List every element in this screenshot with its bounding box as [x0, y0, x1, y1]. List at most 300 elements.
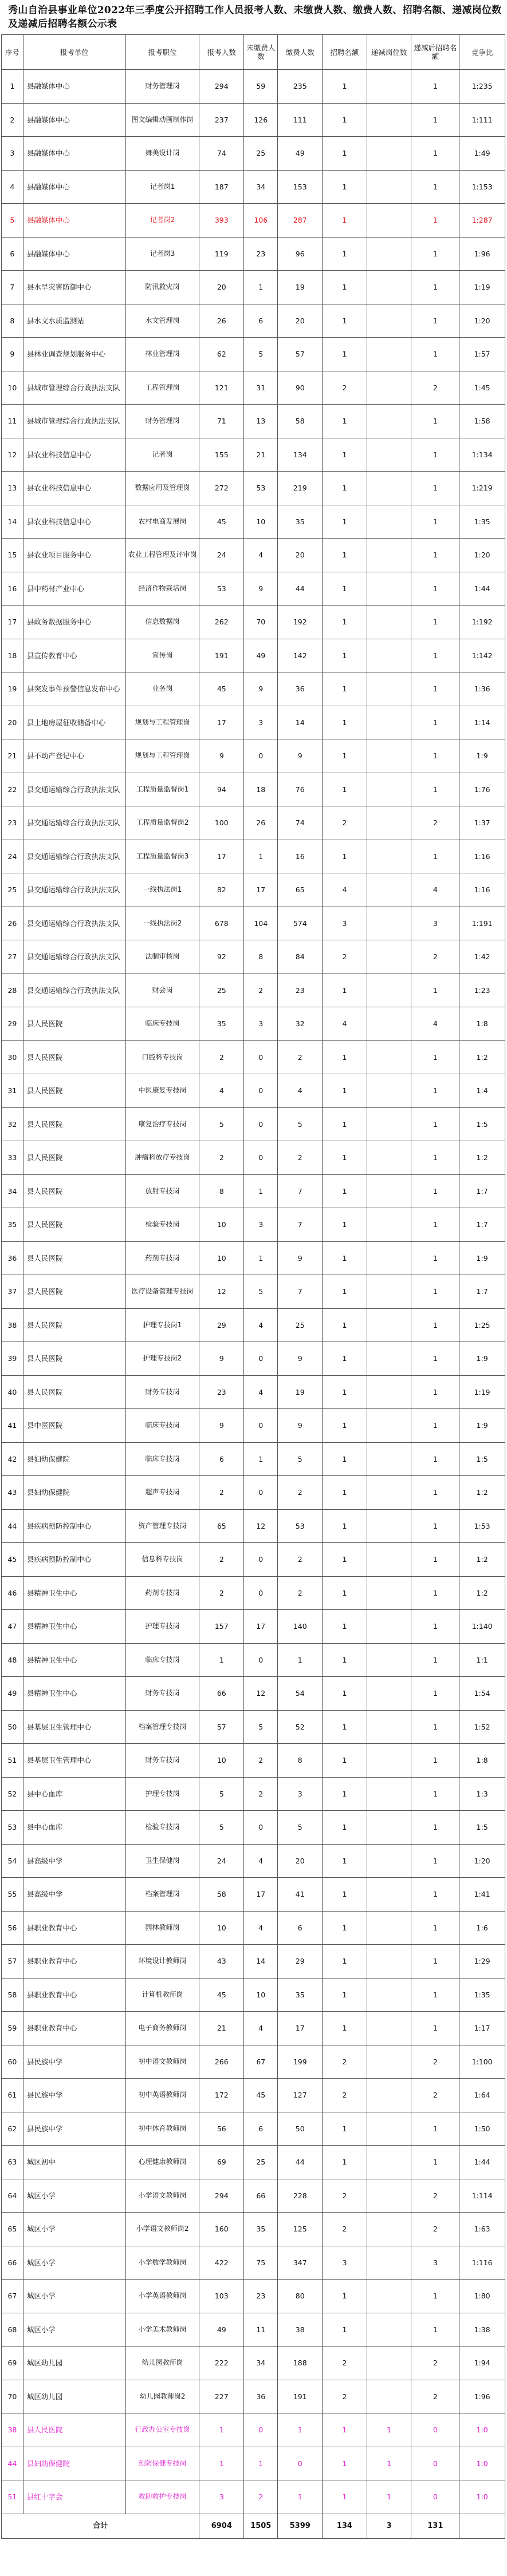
- cell-ratio: 1:16: [459, 840, 505, 873]
- cell-paid: 3: [278, 1777, 323, 1811]
- cell-reduced: [367, 2246, 411, 2280]
- cell-unit: 县人民医院: [23, 1208, 125, 1242]
- cell-unpaid: 2: [244, 1777, 278, 1811]
- cell-unit: 县城市管理综合行政执法支队: [23, 405, 125, 438]
- cell-reduced: [367, 1442, 411, 1476]
- cell-quota: 1: [323, 1375, 367, 1409]
- cell-unpaid: 18: [244, 773, 278, 806]
- cell-post: 计算机教师岗: [125, 1978, 199, 2012]
- cell-post: 初中体育教师岗: [125, 2112, 199, 2146]
- cell-paid: 188: [278, 2347, 323, 2380]
- cell-no: 34: [2, 1174, 23, 1208]
- cell-quota: 1: [323, 840, 367, 873]
- cell-ratio: 1:2: [459, 1543, 505, 1577]
- cell-paid: 4: [278, 1074, 323, 1108]
- cell-unpaid: 17: [244, 1610, 278, 1644]
- cell-unit: 县中心血库: [23, 1811, 125, 1845]
- cell-post: 护理专技岗: [125, 1777, 199, 1811]
- cell-after: 0: [411, 2413, 459, 2447]
- cell-quota: 1: [323, 1409, 367, 1443]
- cell-post: 放射专技岗: [125, 1174, 199, 1208]
- total-after: 131: [411, 2514, 459, 2538]
- cell-applicants: 3: [199, 2480, 244, 2514]
- cell-post: 工程质量监督岗1: [125, 773, 199, 806]
- cell-unit: 县交通运输综合行政执法支队: [23, 907, 125, 940]
- cell-quota: 1: [323, 1945, 367, 1979]
- cell-reduced: [367, 572, 411, 606]
- cell-unit: 县融媒体中心: [23, 103, 125, 137]
- cell-paid: 65: [278, 873, 323, 907]
- cell-post: 一线执法岗1: [125, 873, 199, 907]
- cell-quota: 1: [323, 2413, 367, 2447]
- cell-unpaid: 35: [244, 2213, 278, 2246]
- cell-unit: 县职业教育中心: [23, 1978, 125, 2012]
- cell-reduced: [367, 1710, 411, 1744]
- cell-unit: 县职业教育中心: [23, 2012, 125, 2045]
- cell-quota: 1: [323, 1878, 367, 1912]
- cell-applicants: 25: [199, 974, 244, 1007]
- cell-reduced: [367, 2012, 411, 2045]
- cell-quota: 1: [323, 405, 367, 438]
- cell-paid: 90: [278, 371, 323, 405]
- cell-no: 21: [2, 739, 23, 773]
- cell-unpaid: 1: [244, 840, 278, 873]
- table-row: [2, 1844, 505, 1878]
- cell-unit: 城区初中: [23, 2146, 125, 2179]
- cell-no: 69: [2, 2347, 23, 2380]
- cell-post: 林业管理岗: [125, 338, 199, 371]
- cell-post: 信息科专技岗: [125, 1543, 199, 1577]
- cell-after: 1: [411, 338, 459, 371]
- cell-applicants: 294: [199, 2179, 244, 2213]
- cell-unit: 县民族中学: [23, 2045, 125, 2079]
- cell-ratio: 1:5: [459, 1442, 505, 1476]
- cell-after: 1: [411, 2112, 459, 2146]
- cell-no: 17: [2, 606, 23, 639]
- cell-quota: 1: [323, 1308, 367, 1342]
- cell-applicants: 58: [199, 1878, 244, 1912]
- total-label: 合计: [2, 2514, 199, 2538]
- cell-after: 0: [411, 2480, 459, 2514]
- table-row: [2, 1945, 505, 1979]
- cell-reduced: [367, 806, 411, 840]
- cell-applicants: 678: [199, 907, 244, 940]
- cell-no: 2: [2, 103, 23, 137]
- cell-no: 33: [2, 1141, 23, 1175]
- cell-paid: 191: [278, 2380, 323, 2413]
- cell-post: 小学英语教师岗: [125, 2280, 199, 2313]
- table-row: [2, 1375, 505, 1409]
- cell-applicants: 92: [199, 940, 244, 974]
- cell-after: 1: [411, 1677, 459, 1711]
- cell-post: 信息数据岗: [125, 606, 199, 639]
- cell-unpaid: 25: [244, 137, 278, 171]
- cell-reduced: 1: [367, 2447, 411, 2480]
- table-row: [2, 773, 505, 806]
- cell-applicants: 160: [199, 2213, 244, 2246]
- cell-no: 61: [2, 2079, 23, 2112]
- cell-after: 1: [411, 2012, 459, 2045]
- cell-no: 66: [2, 2246, 23, 2280]
- cell-applicants: 191: [199, 639, 244, 672]
- cell-paid: 20: [278, 304, 323, 338]
- cell-unpaid: 25: [244, 2146, 278, 2179]
- cell-quota: 1: [323, 1911, 367, 1945]
- table-row: [2, 672, 505, 706]
- cell-reduced: [367, 1543, 411, 1577]
- cell-unpaid: 13: [244, 405, 278, 438]
- cell-post: 环境设计教师岗: [125, 1945, 199, 1979]
- cell-reduced: [367, 1509, 411, 1543]
- cell-applicants: 56: [199, 2112, 244, 2146]
- cell-applicants: 20: [199, 271, 244, 304]
- cell-post: 图文编辑动画制作岗: [125, 103, 199, 137]
- table-row: [2, 1409, 505, 1443]
- cell-post: 医疗设备管理专技岗: [125, 1275, 199, 1309]
- cell-quota: 1: [323, 539, 367, 572]
- cell-ratio: 1:44: [459, 572, 505, 606]
- cell-after: 1: [411, 606, 459, 639]
- cell-no: 60: [2, 2045, 23, 2079]
- cell-after: 1: [411, 1107, 459, 1141]
- cell-quota: 2: [323, 940, 367, 974]
- cell-paid: 49: [278, 137, 323, 171]
- cell-reduced: [367, 907, 411, 940]
- cell-unpaid: 1: [244, 2447, 278, 2480]
- cell-unit: 县融媒体中心: [23, 137, 125, 171]
- cell-no: 35: [2, 1208, 23, 1242]
- table-row: [2, 137, 505, 171]
- cell-unit: 县突发事件预警信息发布中心: [23, 672, 125, 706]
- cell-ratio: 1:134: [459, 438, 505, 472]
- cell-after: 1: [411, 572, 459, 606]
- table-row: [2, 1442, 505, 1476]
- cell-no: 63: [2, 2146, 23, 2179]
- cell-unit: 县农业项目服务中心: [23, 539, 125, 572]
- cell-post: 药剂专技岗: [125, 1576, 199, 1610]
- cell-no: 12: [2, 438, 23, 472]
- cell-applicants: 57: [199, 1710, 244, 1744]
- cell-paid: 54: [278, 1677, 323, 1711]
- cell-reduced: [367, 1174, 411, 1208]
- cell-reduced: 1: [367, 2413, 411, 2447]
- cell-quota: 1: [323, 204, 367, 238]
- cell-after: 1: [411, 1442, 459, 1476]
- cell-unpaid: 1: [244, 271, 278, 304]
- cell-paid: 7: [278, 1174, 323, 1208]
- cell-paid: 219: [278, 472, 323, 505]
- cell-ratio: 1:52: [459, 1710, 505, 1744]
- cell-ratio: 1:1: [459, 1643, 505, 1677]
- cell-no: 45: [2, 1543, 23, 1577]
- cell-paid: 228: [278, 2179, 323, 2213]
- cell-post: 中医康复专技岗: [125, 1074, 199, 1108]
- cell-quota: 1: [323, 237, 367, 271]
- cell-after: 2: [411, 940, 459, 974]
- cell-ratio: 1:54: [459, 1677, 505, 1711]
- cell-unit: 城区小学: [23, 2246, 125, 2280]
- cell-no: 67: [2, 2280, 23, 2313]
- cell-after: 2: [411, 2213, 459, 2246]
- cell-unpaid: 5: [244, 1710, 278, 1744]
- cell-unpaid: 4: [244, 1911, 278, 1945]
- cell-quota: 2: [323, 2213, 367, 2246]
- cell-after: 1: [411, 773, 459, 806]
- cell-no: 58: [2, 1978, 23, 2012]
- cell-paid: 38: [278, 2313, 323, 2347]
- cell-unpaid: 1: [244, 1241, 278, 1275]
- cell-paid: 57: [278, 338, 323, 371]
- cell-no: 27: [2, 940, 23, 974]
- table-row: [2, 639, 505, 672]
- cell-paid: 36: [278, 672, 323, 706]
- cell-quota: 1: [323, 1141, 367, 1175]
- cell-ratio: 1:111: [459, 103, 505, 137]
- cell-unpaid: 4: [244, 1844, 278, 1878]
- cell-after: 1: [411, 304, 459, 338]
- cell-paid: 2: [278, 1141, 323, 1175]
- cell-after: 1: [411, 1643, 459, 1677]
- cell-paid: 19: [278, 1375, 323, 1409]
- cell-after: 2: [411, 2045, 459, 2079]
- cell-after: 1: [411, 739, 459, 773]
- cell-ratio: 1:8: [459, 1007, 505, 1041]
- cell-ratio: 1:191: [459, 907, 505, 940]
- cell-after: 1: [411, 170, 459, 204]
- cell-reduced: [367, 1074, 411, 1108]
- cell-reduced: [367, 539, 411, 572]
- cell-post: 农业工程管理及评审岗: [125, 539, 199, 572]
- cell-applicants: 222: [199, 2347, 244, 2380]
- cell-unpaid: 59: [244, 70, 278, 104]
- cell-ratio: 1:6: [459, 1911, 505, 1945]
- cell-unpaid: 12: [244, 1509, 278, 1543]
- table-row: [2, 1710, 505, 1744]
- cell-unit: 县精神卫生中心: [23, 1643, 125, 1677]
- cell-applicants: 5: [199, 1107, 244, 1141]
- table-row: [2, 1509, 505, 1543]
- cell-reduced: [367, 1576, 411, 1610]
- cell-applicants: 45: [199, 1978, 244, 2012]
- cell-reduced: [367, 2347, 411, 2380]
- cell-no: 18: [2, 639, 23, 672]
- cell-ratio: 1:4: [459, 1074, 505, 1108]
- cell-applicants: 5: [199, 1777, 244, 1811]
- cell-no: 6: [2, 237, 23, 271]
- table-row: [2, 2012, 505, 2045]
- cell-no: 50: [2, 1710, 23, 1744]
- cell-unit: 县妇幼保健院: [23, 1442, 125, 1476]
- cell-no: 49: [2, 1677, 23, 1711]
- cell-ratio: 1:57: [459, 338, 505, 371]
- cell-after: 1: [411, 472, 459, 505]
- cell-ratio: 1:20: [459, 1844, 505, 1878]
- total-unpaid: 1505: [244, 2514, 278, 2538]
- cell-quota: 1: [323, 1576, 367, 1610]
- cell-quota: 1: [323, 572, 367, 606]
- header-cell: 报考单位: [23, 35, 125, 70]
- cell-no: 31: [2, 1074, 23, 1108]
- cell-after: 1: [411, 103, 459, 137]
- cell-quota: 1: [323, 1174, 367, 1208]
- table-row: [2, 1543, 505, 1577]
- cell-applicants: 17: [199, 706, 244, 739]
- cell-reduced: [367, 1878, 411, 1912]
- cell-post: 幼儿园教师岗2: [125, 2380, 199, 2413]
- cell-ratio: 1:2: [459, 1040, 505, 1074]
- cell-paid: 2: [278, 1040, 323, 1074]
- cell-reduced: [367, 773, 411, 806]
- cell-quota: 1: [323, 505, 367, 539]
- cell-post: 财务专技岗: [125, 1744, 199, 1778]
- cell-after: 1: [411, 706, 459, 739]
- cell-unpaid: 2: [244, 1744, 278, 1778]
- cell-paid: 41: [278, 1878, 323, 1912]
- table-row: [2, 1610, 505, 1644]
- cell-post: 临床专技岗: [125, 1409, 199, 1443]
- cell-reduced: [367, 405, 411, 438]
- cell-ratio: 1:192: [459, 606, 505, 639]
- cell-post: 护理专技岗: [125, 1610, 199, 1644]
- cell-post: 法制审核岗: [125, 940, 199, 974]
- cell-quota: 1: [323, 137, 367, 171]
- cell-ratio: 1:7: [459, 1174, 505, 1208]
- cell-reduced: [367, 371, 411, 405]
- cell-quota: 2: [323, 371, 367, 405]
- cell-post: 记者岗: [125, 438, 199, 472]
- cell-unit: 县融媒体中心: [23, 70, 125, 104]
- cell-paid: 5: [278, 1107, 323, 1141]
- cell-applicants: 294: [199, 70, 244, 104]
- cell-after: 1: [411, 1844, 459, 1878]
- cell-quota: 1: [323, 2280, 367, 2313]
- cell-unit: 县土地房屋征收储备中心: [23, 706, 125, 739]
- cell-after: 4: [411, 1007, 459, 1041]
- cell-no: 29: [2, 1007, 23, 1041]
- cell-post: 规划与工程管理岗: [125, 706, 199, 739]
- cell-paid: 9: [278, 739, 323, 773]
- cell-quota: 1: [323, 304, 367, 338]
- cell-ratio: 1:96: [459, 2380, 505, 2413]
- cell-unit: 县交通运输综合行政执法支队: [23, 840, 125, 873]
- cell-ratio: 1:29: [459, 1945, 505, 1979]
- cell-applicants: 62: [199, 338, 244, 371]
- cell-quota: 2: [323, 2179, 367, 2213]
- cell-applicants: 227: [199, 2380, 244, 2413]
- cell-applicants: 24: [199, 1844, 244, 1878]
- cell-unit: 县水旱灾害防御中心: [23, 271, 125, 304]
- cell-quota: 1: [323, 170, 367, 204]
- cell-reduced: [367, 505, 411, 539]
- cell-after: 1: [411, 405, 459, 438]
- cell-paid: 19: [278, 271, 323, 304]
- cell-unit: 县交通运输综合行政执法支队: [23, 806, 125, 840]
- cell-no: 53: [2, 1811, 23, 1845]
- cell-unpaid: 34: [244, 2347, 278, 2380]
- cell-unit: 县交通运输综合行政执法支队: [23, 873, 125, 907]
- cell-ratio: 1:63: [459, 2213, 505, 2246]
- cell-after: 1: [411, 2146, 459, 2179]
- table-row: [2, 472, 505, 505]
- cell-unpaid: 5: [244, 338, 278, 371]
- cell-unpaid: 23: [244, 237, 278, 271]
- cell-unit: 城区小学: [23, 2213, 125, 2246]
- cell-ratio: 1:58: [459, 405, 505, 438]
- cell-reduced: [367, 2112, 411, 2146]
- cell-quota: 1: [323, 1677, 367, 1711]
- header-cell: 招聘名额: [323, 35, 367, 70]
- cell-post: 经济作物栽培岗: [125, 572, 199, 606]
- cell-reduced: [367, 1978, 411, 2012]
- cell-applicants: 9: [199, 1342, 244, 1376]
- cell-unpaid: 5: [244, 1275, 278, 1309]
- total-applicants: 6904: [199, 2514, 244, 2538]
- table-row: [2, 505, 505, 539]
- cell-after: 1: [411, 1141, 459, 1175]
- cell-reduced: [367, 1107, 411, 1141]
- cell-unit: 县不动产登记中心: [23, 739, 125, 773]
- cell-applicants: 266: [199, 2045, 244, 2079]
- cell-unit: 县民族中学: [23, 2112, 125, 2146]
- table-row: [2, 1911, 505, 1945]
- cell-ratio: 1:53: [459, 1509, 505, 1543]
- cell-unit: 城区小学: [23, 2280, 125, 2313]
- cell-no: 1: [2, 70, 23, 104]
- cell-unpaid: 34: [244, 170, 278, 204]
- cell-unpaid: 0: [244, 1074, 278, 1108]
- cell-quota: 1: [323, 2012, 367, 2045]
- cell-reduced: [367, 472, 411, 505]
- cell-unit: 城区幼儿园: [23, 2380, 125, 2413]
- cell-post: 记者岗1: [125, 170, 199, 204]
- cell-applicants: 12: [199, 1275, 244, 1309]
- cell-unpaid: 8: [244, 940, 278, 974]
- cell-unit: 县人民医院: [23, 2413, 125, 2447]
- cell-applicants: 35: [199, 1007, 244, 1041]
- table-row: [2, 606, 505, 639]
- table-row: [2, 1107, 505, 1141]
- cell-ratio: 1:0: [459, 2480, 505, 2514]
- cell-unpaid: 1: [244, 1442, 278, 1476]
- cell-no: 41: [2, 1409, 23, 1443]
- cell-no: 20: [2, 706, 23, 739]
- cell-reduced: [367, 1342, 411, 1376]
- cell-paid: 2: [278, 1576, 323, 1610]
- cell-unit: 县政务数据服务中心: [23, 606, 125, 639]
- cell-reduced: 1: [367, 2480, 411, 2514]
- cell-post: 工程质量监督岗2: [125, 806, 199, 840]
- cell-quota: 1: [323, 1107, 367, 1141]
- cell-ratio: 1:100: [459, 2045, 505, 2079]
- cell-quota: 4: [323, 873, 367, 907]
- cell-applicants: 9: [199, 1409, 244, 1443]
- cell-post: 财务专技岗: [125, 1677, 199, 1711]
- cell-no: 57: [2, 1945, 23, 1979]
- cell-after: 1: [411, 1811, 459, 1845]
- cell-applicants: 21: [199, 2012, 244, 2045]
- table-row: [2, 2480, 505, 2514]
- cell-unit: 县疾病预防控制中心: [23, 1543, 125, 1577]
- header-cell: 未缴费人数: [244, 35, 278, 70]
- cell-after: 1: [411, 237, 459, 271]
- cell-paid: 0: [278, 2447, 323, 2480]
- cell-ratio: 1:20: [459, 539, 505, 572]
- cell-post: 档案管理岗: [125, 1878, 199, 1912]
- cell-ratio: 1:0: [459, 2447, 505, 2480]
- cell-after: 1: [411, 505, 459, 539]
- cell-after: 1: [411, 1576, 459, 1610]
- total-ratio: [459, 2514, 505, 2538]
